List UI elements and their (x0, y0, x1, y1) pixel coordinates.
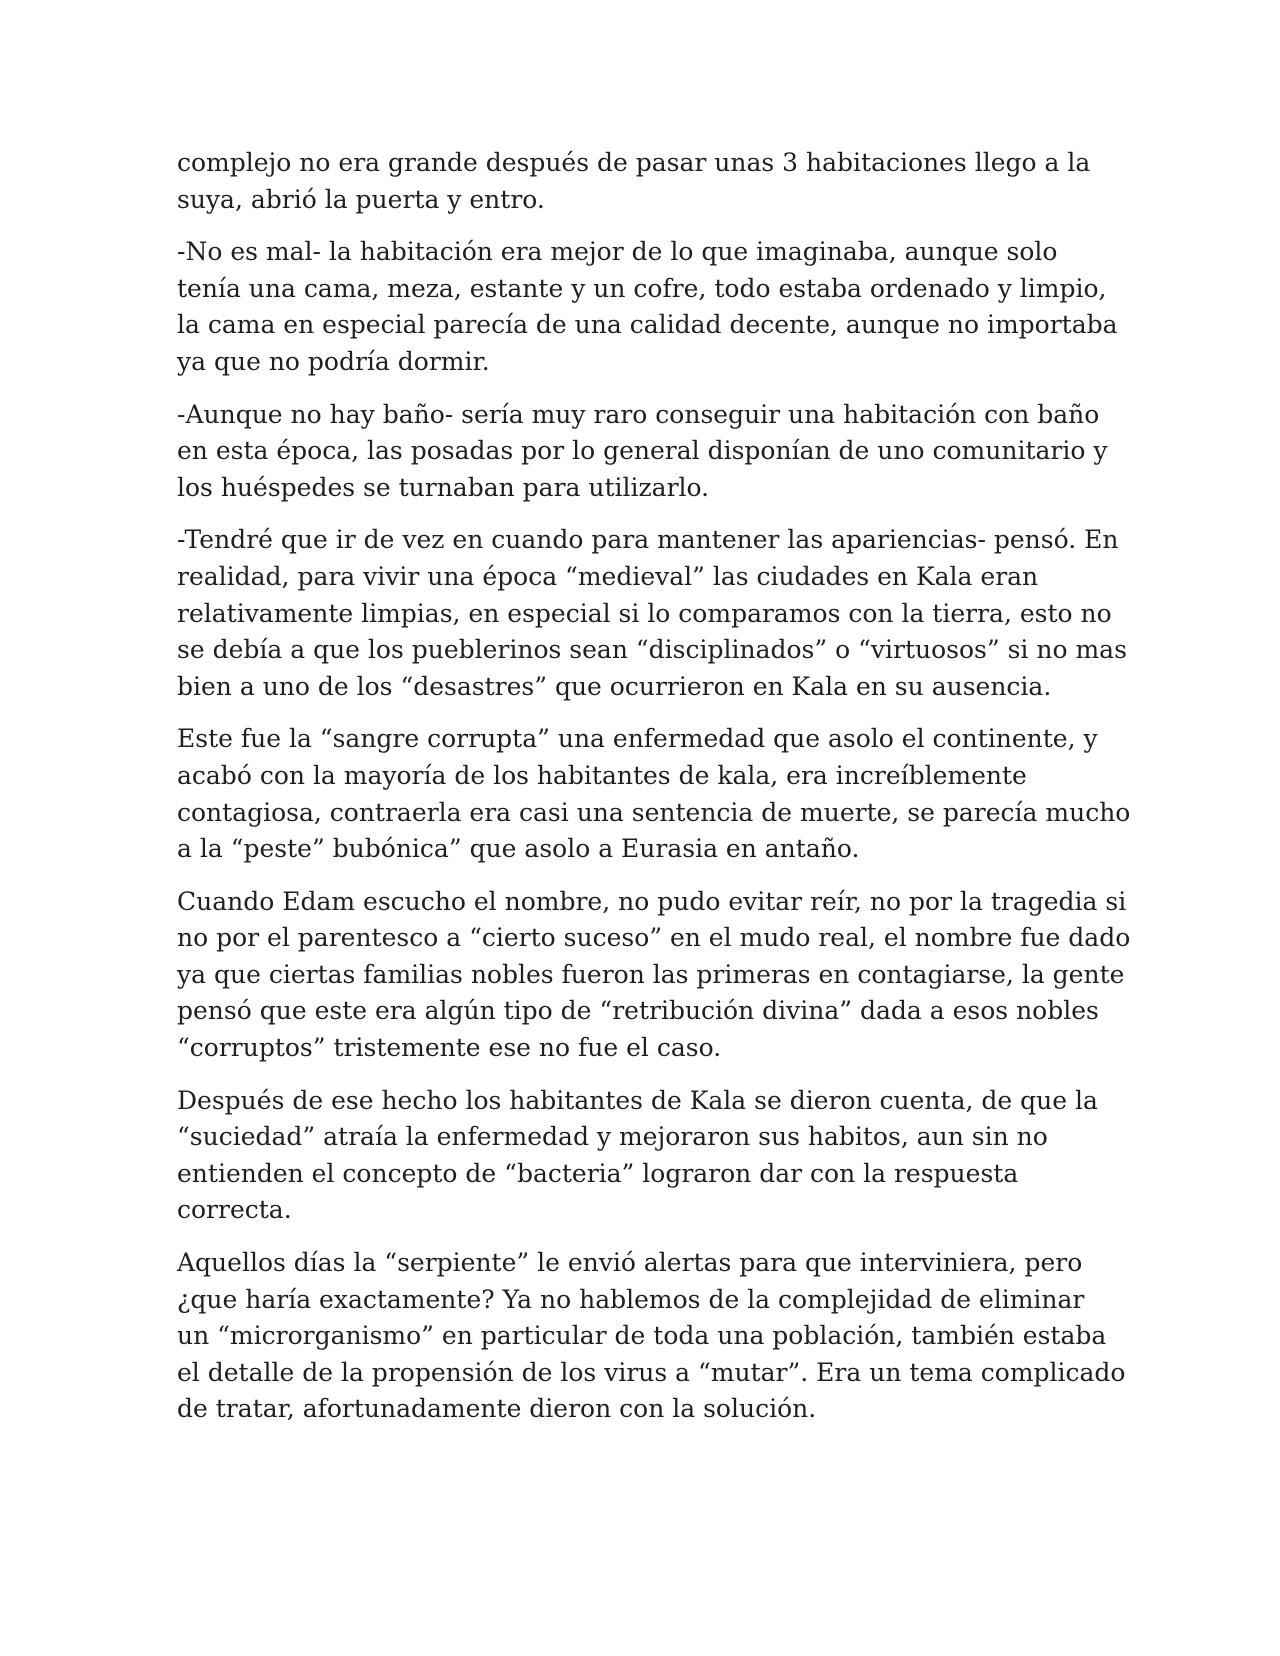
text-line: Este fue la “sangre corrupta” una enfermedad que asolo el continente, y (177, 724, 1098, 754)
text-line: Después de ese hecho los habitantes de Kala se dieron cuenta, de que la (177, 1085, 1098, 1115)
paragraph (177, 522, 1127, 705)
text-line: “suciedad” atraía la enfermedad y mejoraron sus habitos, aun sin no (177, 1122, 1048, 1152)
paragraph (177, 1245, 1126, 1428)
text-line: bien a uno de los “desastres” que ocurrieron en Kala en su ausencia. (177, 671, 1052, 701)
text-line: no por el parentesco a “cierto suceso” en el mudo real, el nombre fue dado (177, 923, 1131, 953)
paragraph (177, 145, 1117, 218)
paragraph (177, 234, 1117, 380)
text-line: de tratar, afortunadamente dieron con la solución. (177, 1394, 817, 1424)
text-line: -Tendré que ir de vez en cuando para mantener las apariencias- pensó. En (177, 525, 1119, 555)
text-line: Aquellos días la “serpiente” le envió alertas para que interviniera, pero (177, 1248, 1083, 1278)
text-line: acabó con la mayoría de los habitantes de kala, era increíblemente (177, 760, 1027, 790)
text-line: Cuando Edam escucho el nombre, no pudo evitar reír, no por la tragedia si (177, 886, 1127, 916)
text-line: entienden el concepto de “bacteria” lograron dar con la respuesta (177, 1158, 1019, 1188)
paragraph (177, 884, 1131, 1067)
text-line: correcta. (177, 1195, 292, 1225)
text-line: un “microrganismo” en particular de toda una población, también estaba (177, 1321, 1107, 1351)
document-body (177, 145, 1131, 1444)
text-line: relativamente limpias, en especial si lo comparamos con la tierra, esto no (177, 598, 1112, 628)
text-line: “corruptos” tristemente ese no fue el caso. (177, 1033, 722, 1063)
text-line: en esta época, las posadas por lo general disponían de uno comunitario y (177, 436, 1108, 466)
paragraph (177, 721, 1131, 867)
paragraph (177, 397, 1117, 507)
text-line: ya que no podría dormir. (177, 346, 490, 376)
text-line: -Aunque no hay baño- sería muy raro conseguir una habitación con baño (177, 399, 1100, 429)
text-line: suya, abrió la puerta y entro. (177, 184, 545, 214)
text-line: a la “peste” bubónica” que asolo a Eurasia en antaño. (177, 834, 860, 864)
text-line: el detalle de la propensión de los virus a “mutar”. Era un tema complicado (177, 1357, 1126, 1387)
text-line: los huéspedes se turnaban para utilizarlo. (177, 472, 710, 502)
text-line: complejo no era grande después de pasar unas 3 habitaciones llego a la (177, 148, 1091, 177)
text-line: la cama en especial parecía de una calidad decente, aunque no importaba (177, 310, 1118, 340)
text-line: pensó que este era algún tipo de “retribución divina” dada a esos nobles (177, 996, 1099, 1026)
text-line: realidad, para vivir una época “medieval” las ciudades en Kala eran (177, 561, 1039, 591)
text-line: ya que ciertas familias nobles fueron las primeras en contagiarse, la gente (177, 959, 1125, 989)
paragraph (177, 1083, 1117, 1229)
text-line: contagiosa, contraerla era casi una sentencia de muerte, se parecía mucho (177, 797, 1131, 827)
text-line: se debía a que los pueblerinos sean “disciplinados” o “virtuosos” si no mas (177, 635, 1127, 665)
text-line: ¿que haría exactamente? Ya no hablemos de la complejidad de eliminar (177, 1284, 1085, 1314)
text-line: -No es mal- la habitación era mejor de lo que imaginaba, aunque solo (177, 237, 1058, 267)
text-line: tenía una cama, meza, estante y un cofre, todo estaba ordenado y limpio, (177, 273, 1107, 303)
